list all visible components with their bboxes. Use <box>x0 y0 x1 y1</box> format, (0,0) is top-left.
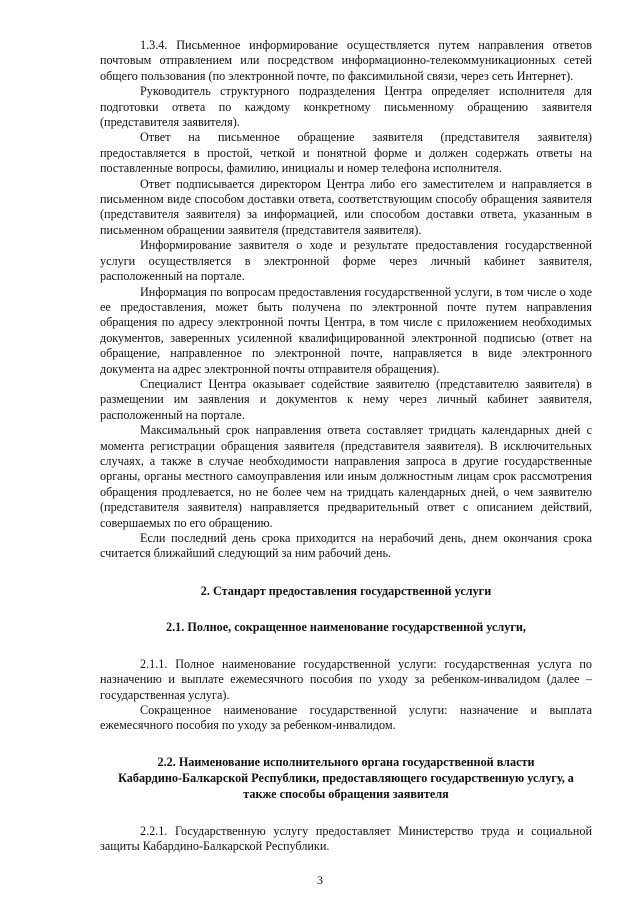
section-heading-2-1: 2.1. Полное, сокращенное наименование государственной услуги, <box>166 619 526 634</box>
paragraph-2-2-1: 2.2.1. Государственную услугу предоставляет Министерство труда и социальной защиты Кабардино-Балкарской Республики. <box>100 823 592 854</box>
page-number: 3 <box>317 873 323 887</box>
section-heading-2: 2. Стандарт предоставления государственной услуги <box>200 583 492 598</box>
paragraph-informing-progress: Информирование заявителя о ходе и результате предоставления государственной услуги осуществляется в электронной форме через личный кабинет заявителя, расположенный на портале. <box>100 238 592 284</box>
paragraph-max-term: Максимальный срок направления ответа составляет тридцать календарных дней с момента регистрации обращения заявителя (представителя заявителя). В исключительных случаях, а также в случае необходимости направления запроса в другие государственные органы, органы местного самоуправления или иным должностным лицам срок рассмотрения обращения продлевается, но не более чем на тридцать календарных дней, о чем заявителю (представителя заявителя) направляется предварительный ответ с описанием действий, совершаемых по его обращению. <box>100 423 592 530</box>
paragraph-specialist-assist: Специалист Центра оказывает содействие заявителю (представителю заявителя) в размещении им заявления и документов к нему через личный кабинет заявителя, расположенный на портале. <box>100 376 592 422</box>
section-heading-2-2-line-2: Кабардино-Балкарской Республики, предоставляющего государственную услугу, а <box>118 770 574 785</box>
paragraph-short-name: Сокращенное наименование государственной услуги: назначение и выплата ежемесячного пособия по уходу за ребенком-инвалидом. <box>100 703 592 733</box>
paragraph-1-3-4: 1.3.4. Письменное информирование осуществляется путем направления ответов почтовым отправлением или посредством информационно-телекоммуникационных сетей общего пользования (по электронной почте, по факсимильной связи, через сеть Интернет). <box>100 38 592 83</box>
section-heading-2-2-line-1: 2.2. Наименование исполнительного органа государственной власти <box>157 754 535 769</box>
paragraph-answer-form: Ответ на письменное обращение заявителя (представителя заявителя) предоставляется в простой, четкой и понятной форме и должен содержать ответы на поставленные вопросы, фамилию, инициалы и номер телефона исполнителя. <box>100 130 592 176</box>
paragraph-executor: Руководитель структурного подразделения Центра определяет исполнителя для подготовки ответа по каждому конкретному письменному обращению заявителя (представителя заявителя). <box>100 84 592 130</box>
paragraph-email-info: Информация по вопросам предоставления государственной услуги, в том числе о ходе ее предоставления, может быть получена по электронной почте путем направления обращения по адресу электронной почты Центра, в том числе с приложением необходимых документов, заверенных усиленной квалифицированной электронной подписью (ответ на обращение, направленное по электронной почте, направляется в виде электронного документа на адрес электронной почты отправителя обращения). <box>100 284 592 376</box>
paragraph-2-1-1: 2.1.1. Полное наименование государственной услуги: государственная услуга по назначению и выплате ежемесячного пособия по уходу за ребенком-инвалидом (далее – государственная услуга). <box>100 656 592 702</box>
section-heading-2-2-line-3: также способы обращения заявителя <box>243 786 449 801</box>
paragraph-answer-signature: Ответ подписывается директором Центра либо его заместителем и направляется в письменном виде способом доставки ответа, соответствующим способу обращения заявителя (представителя заявителя) за информацией, или способом доставки ответа, указанным в письменном обращении заявителя (представителя заявителя). <box>100 176 592 237</box>
document-page <box>100 38 592 855</box>
paragraph-last-day: Если последний день срока приходится на нерабочий день, днем окончания срока считается ближайший следующий за ним рабочий день. <box>100 531 592 561</box>
